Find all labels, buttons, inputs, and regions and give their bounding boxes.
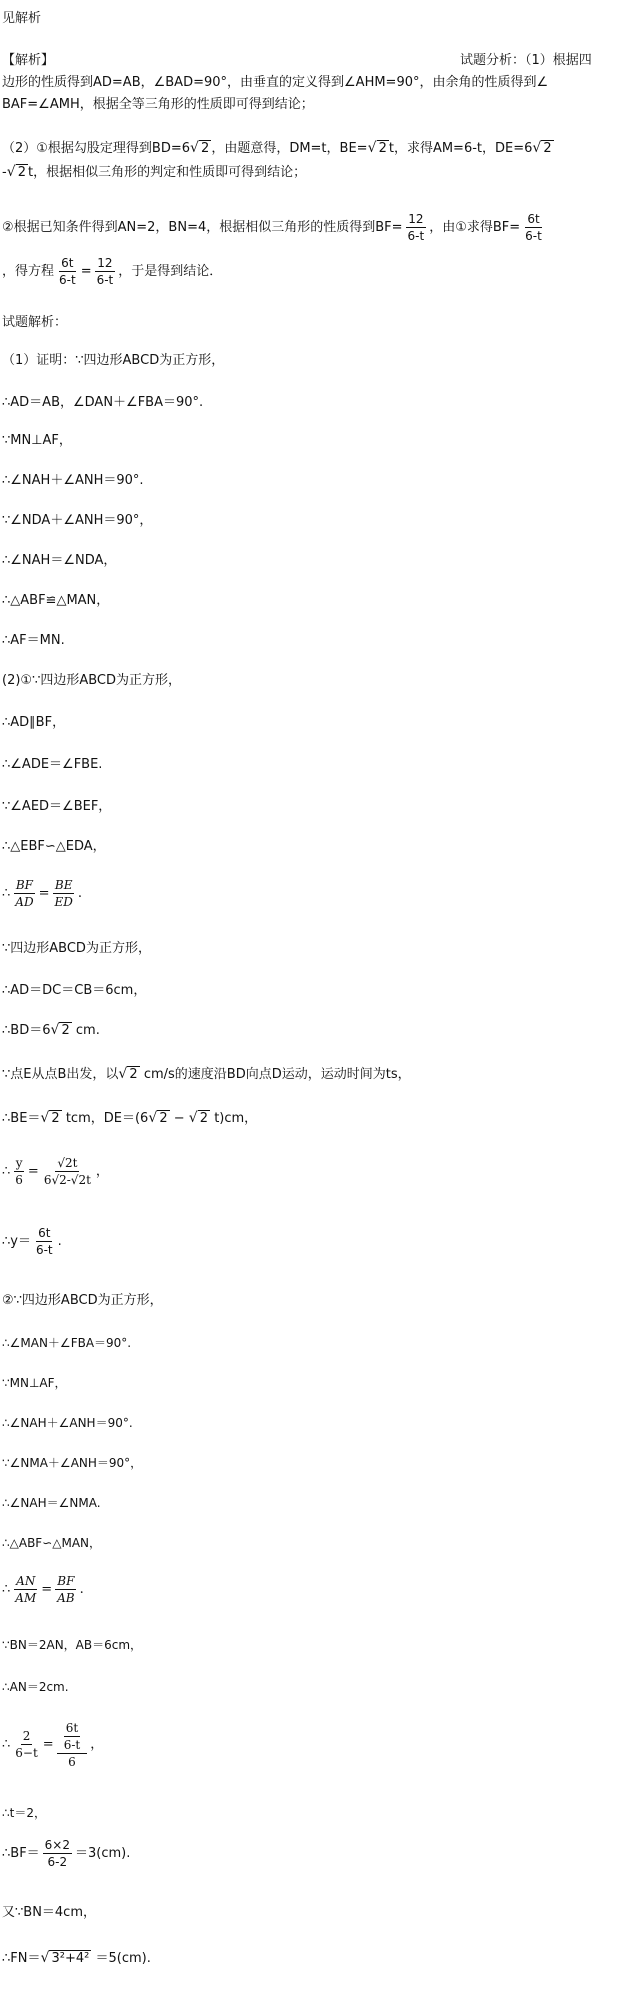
line-s13: ∴△EBF∽△EDA， bbox=[2, 839, 106, 854]
analysis-p3 bbox=[2, 210, 547, 246]
analysis-p3a: ②根据已知条件得到AN=2，BN=4，根据相似三角形的性质得到BF= bbox=[2, 220, 403, 235]
frac-6t-inner: $\frac{6t}{6-t}$ bbox=[63, 1720, 81, 1752]
analysis-tag: 【解析】 bbox=[2, 53, 55, 68]
analysis-p4 bbox=[2, 254, 222, 290]
frac-6t-c: $\frac{6t}{6-t}$ bbox=[35, 1226, 53, 1257]
analysis-line-2: BAF=∠AMH，根据全等三角形的性质即可得到结论； bbox=[2, 97, 314, 112]
analysis-p2-line-2 bbox=[2, 164, 306, 182]
line-s22: ②∵四边形ABCD为正方形， bbox=[2, 1293, 163, 1308]
analysis-p2e: t，根据相似三角形的判定和性质即可得到结论； bbox=[27, 165, 307, 180]
analysis-p3b: ，由①求得BF= bbox=[429, 220, 521, 235]
line-s2: ∴AD＝AB，∠DAN＋∠FBA＝90°. bbox=[2, 395, 204, 410]
frac-bf-value: $\frac{6\times 2}{6-2}$ bbox=[44, 1838, 70, 1869]
line-s23: ∴∠MAN＋∠FBA＝90°. bbox=[2, 1336, 132, 1350]
line-s30: ∵BN＝2AN，AB＝6cm， bbox=[2, 1638, 143, 1652]
frac-bf-ab: $\frac{BF}{AB}$ bbox=[57, 1574, 75, 1605]
line-s26: ∵∠NMA＋∠ANH＝90°， bbox=[2, 1456, 143, 1470]
line-s35: 又∵BN＝4cm， bbox=[2, 1905, 96, 1920]
line-s25: ∴∠NAH＋∠ANH＝90°. bbox=[2, 1416, 133, 1430]
analysis-p4c: ，于是得到结论． bbox=[118, 264, 223, 279]
line-s24: ∵MN⊥AF， bbox=[2, 1376, 67, 1390]
line-s34: ∴BF＝ $\frac{6\times 2}{6-2}$ ＝3(cm). bbox=[2, 1838, 131, 1869]
line-s36: ∴FN＝√ 3²+4² ＝5(cm). bbox=[2, 1950, 151, 1968]
frac-6t-b: $\frac{6t}{6-t}$ bbox=[59, 256, 76, 287]
sqrt-fn: √ 3²+4² bbox=[40, 1950, 91, 1968]
line-s7: ∴△ABF≌△MAN， bbox=[2, 593, 110, 608]
analysis-p2d: - bbox=[2, 165, 7, 180]
line-s3: ∵MN⊥AF， bbox=[2, 433, 72, 448]
line-s10: ∴AD∥BF， bbox=[2, 715, 66, 730]
line-s6: ∴∠NAH＝∠NDA， bbox=[2, 553, 117, 568]
analysis-side: 试题分析：（1）根据四 bbox=[460, 53, 592, 68]
analysis-line-1: 边形的性质得到AD=AB，∠BAD=90°，由垂直的定义得到∠AHM=90°，由余角的性质得到∠ bbox=[2, 75, 549, 90]
frac-12: $\frac{12}{6-t}$ bbox=[407, 212, 425, 243]
analysis-p2a: （2）①根据勾股定理得到BD=6 bbox=[2, 141, 191, 156]
line-s28: ∴△ABF∽△MAN， bbox=[2, 1536, 102, 1550]
line-s21: ∴y＝ $\frac{6t}{6-t}$ . bbox=[2, 1226, 62, 1257]
line-s15: ∵四边形ABCD为正方形， bbox=[2, 941, 151, 956]
frac-12-b: $\frac{12}{6-t}$ bbox=[96, 256, 114, 287]
line-s1: （1）证明：∵四边形ABCD为正方形， bbox=[2, 353, 225, 368]
sqrt-2-g: √ 2 bbox=[40, 1110, 61, 1128]
line-s9: (2)①∵四边形ABCD为正方形， bbox=[2, 673, 182, 688]
frac-y-6: $\frac{y}{6}$ bbox=[15, 1156, 23, 1187]
frac-be-ed: $\frac{BE}{ED}$ bbox=[54, 878, 73, 909]
line-s32: ∴ $\frac{2}{6-t}$ = $\frac{\frac{6t}{6-t}}{6}$ ， bbox=[2, 1720, 104, 1769]
solution-title: 试题解析： bbox=[2, 315, 68, 330]
line-s18: ∵点E从点B出发，以√ 2 cm/s的速度沿BD向点D运动，运动时间为ts， bbox=[2, 1066, 411, 1084]
analysis-p4b: = bbox=[80, 264, 92, 279]
sqrt-2-c: √ 2 bbox=[532, 140, 553, 158]
frac-6t: $\frac{6t}{6-t}$ bbox=[525, 212, 542, 243]
frac-bf-ad: $\frac{BF}{AD}$ bbox=[15, 878, 34, 909]
sqrt-2-i: √ 2 bbox=[189, 1110, 210, 1128]
line-s19: ∴BE＝√ 2 tcm，DE＝(6√ 2 − √ 2 t)cm， bbox=[2, 1110, 257, 1128]
line-s12: ∵∠AED＝∠BEF， bbox=[2, 799, 112, 814]
line-s20: ∴ $\frac{y}{6}$ = $\frac{√2t}{6√2-√2t}$ ， bbox=[2, 1156, 109, 1187]
frac-rhs: $\frac{√2t}{6√2-√2t}$ bbox=[43, 1156, 91, 1187]
analysis-p2b: ，由题意得，DM=t，BE= bbox=[211, 141, 368, 156]
sqrt-2-f: √ 2 bbox=[118, 1066, 139, 1084]
line-s8: ∴AF＝MN. bbox=[2, 633, 65, 648]
frac-an-am: $\frac{AN}{AM}$ bbox=[15, 1574, 37, 1605]
line-s16: ∴AD＝DC＝CB＝6cm， bbox=[2, 983, 147, 998]
analysis-p2-line-1 bbox=[2, 140, 554, 158]
line-s27: ∴∠NAH＝∠NMA. bbox=[2, 1496, 101, 1510]
line-s14: ∴ $\frac{BF}{AD}$ = $\frac{BE}{ED}$ . bbox=[2, 878, 83, 909]
frac-compound: $\frac{\frac{6t}{6-t}}{6}$ bbox=[57, 1720, 88, 1770]
sqrt-2-b: √ 2 bbox=[368, 140, 389, 158]
analysis-p2c: t，求得AM=6-t，DE=6 bbox=[388, 141, 533, 156]
line-s17: ∴BD＝6√ 2 cm. bbox=[2, 1022, 100, 1040]
line-s29: ∴ $\frac{AN}{AM}$ = $\frac{BF}{AB}$ . bbox=[2, 1574, 84, 1605]
line-s33: ∴t＝2， bbox=[2, 1806, 46, 1820]
frac-2-6mt: $\frac{2}{6-t}$ bbox=[15, 1729, 38, 1760]
header-text: 见解析 bbox=[2, 11, 42, 26]
sqrt-2-d: √ 2 bbox=[7, 164, 28, 182]
sqrt-2-e: √ 2 bbox=[50, 1022, 71, 1040]
sqrt-2-a: √ 2 bbox=[190, 140, 211, 158]
line-s4: ∴∠NAH＋∠ANH＝90°. bbox=[2, 473, 144, 488]
line-s11: ∴∠ADE＝∠FBE. bbox=[2, 757, 103, 772]
analysis-p4a: ，得方程 bbox=[2, 264, 55, 279]
sqrt-2-h: √ 2 bbox=[148, 1110, 169, 1128]
line-s5: ∵∠NDA＋∠ANH＝90°， bbox=[2, 513, 153, 528]
line-s31: ∴AN＝2cm. bbox=[2, 1680, 69, 1694]
